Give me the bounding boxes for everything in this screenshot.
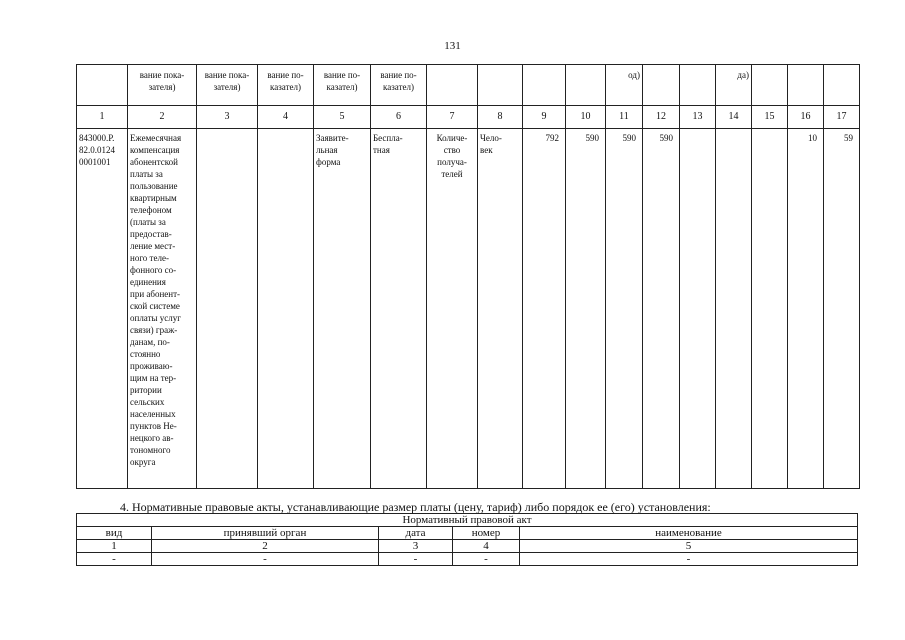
header-cell	[427, 65, 478, 106]
column-number-row	[77, 540, 858, 553]
column-header: вид	[77, 527, 152, 540]
column-number: 13	[680, 106, 716, 129]
table-cell	[258, 129, 314, 489]
legal-acts-table	[76, 513, 858, 566]
column-number: 5	[520, 540, 858, 553]
header-cell	[314, 65, 371, 106]
column-number: 1	[77, 106, 128, 129]
column-number: 10	[566, 106, 606, 129]
column-number-row	[77, 106, 860, 129]
column-number: 16	[788, 106, 824, 129]
page-number: 131	[444, 40, 461, 52]
column-number: 2	[152, 540, 379, 553]
column-number: 12	[643, 106, 680, 129]
table-cell: -	[77, 553, 152, 566]
value-cell: 59	[824, 129, 860, 489]
header-row	[77, 65, 860, 106]
group-header-row	[77, 514, 858, 527]
provision-form: Заявите- льная форма	[316, 133, 349, 167]
table-cell: -	[379, 553, 453, 566]
header-cell-text: вание по- казател)	[380, 70, 417, 92]
column-number: 9	[523, 106, 566, 129]
form-cell	[314, 129, 371, 489]
column-header: дата	[379, 527, 453, 540]
header-cell	[77, 65, 128, 106]
header-cell	[824, 65, 860, 106]
table-row	[77, 553, 858, 566]
column-header: номер	[453, 527, 520, 540]
column-number: 8	[478, 106, 523, 129]
service-name-cell	[128, 129, 197, 489]
header-cell	[752, 65, 788, 106]
group-header: Нормативный правовой акт	[77, 514, 858, 527]
column-number: 2	[128, 106, 197, 129]
column-number: 15	[752, 106, 788, 129]
table-cell	[197, 129, 258, 489]
column-number: 11	[606, 106, 643, 129]
table-cell: -	[520, 553, 858, 566]
value-cell	[680, 129, 716, 489]
header-cell	[566, 65, 606, 106]
table-row	[77, 129, 860, 489]
header-cell-text: вание пока- зателя)	[139, 70, 185, 92]
header-cell	[788, 65, 824, 106]
column-number: 17	[824, 106, 860, 129]
header-cell: од)	[606, 65, 643, 106]
column-number: 4	[258, 106, 314, 129]
indicator-name: Количе- ство получа- телей	[436, 133, 468, 179]
registry-number-cell	[77, 129, 128, 489]
header-cell	[197, 65, 258, 106]
header-cell	[523, 65, 566, 106]
header-cell	[128, 65, 197, 106]
header-cell: да)	[716, 65, 752, 106]
header-cell-text: вание по- казател)	[267, 70, 304, 92]
header-cell	[680, 65, 716, 106]
column-header-row	[77, 527, 858, 540]
registry-number: 843000.Р. 82.0.0124 0001001	[79, 133, 115, 167]
section-title: 4. Нормативные правовые акты, устанавливающие размер платы (цену, тариф) либо порядок ее (его) установления:	[120, 500, 711, 514]
header-cell-text: вание пока- зателя)	[204, 70, 250, 92]
column-number: 4	[453, 540, 520, 553]
column-header: наименование	[520, 527, 858, 540]
column-number: 1	[77, 540, 152, 553]
unit-name: Чело- век	[480, 133, 502, 155]
service-name: Ежемесячная компенсация абонентской платы за пользование квартирным телефоном (платы за предостав- ление мест- ного теле- фонного со- единения при абонент- ской системе оплаты услуг связи) граж- данам, по- стоянно проживаю- щим на тер- ритории сельских населенных пунктов Не- нецкого ав- тономного округа	[130, 133, 182, 467]
column-number: 3	[197, 106, 258, 129]
payment-cell	[371, 129, 427, 489]
value-cell: 590	[606, 129, 643, 489]
header-cell	[643, 65, 680, 106]
header-cell	[478, 65, 523, 106]
value-cell	[752, 129, 788, 489]
value-cell: 590	[643, 129, 680, 489]
column-number: 14	[716, 106, 752, 129]
table-cell: -	[152, 553, 379, 566]
value-cell: 10	[788, 129, 824, 489]
value-cell: 792	[523, 129, 566, 489]
column-number: 5	[314, 106, 371, 129]
column-header: принявший орган	[152, 527, 379, 540]
value-cell: 590	[566, 129, 606, 489]
header-cell	[371, 65, 427, 106]
unit-cell	[478, 129, 523, 489]
column-number: 7	[427, 106, 478, 129]
service-indicators-table	[76, 64, 860, 489]
header-cell	[258, 65, 314, 106]
payment-type: Беспла- тная	[373, 133, 403, 155]
header-cell-text: вание по- казател)	[323, 70, 361, 92]
column-number: 3	[379, 540, 453, 553]
table-cell: -	[453, 553, 520, 566]
indicator-cell	[427, 129, 478, 489]
value-cell	[716, 129, 752, 489]
column-number: 6	[371, 106, 427, 129]
